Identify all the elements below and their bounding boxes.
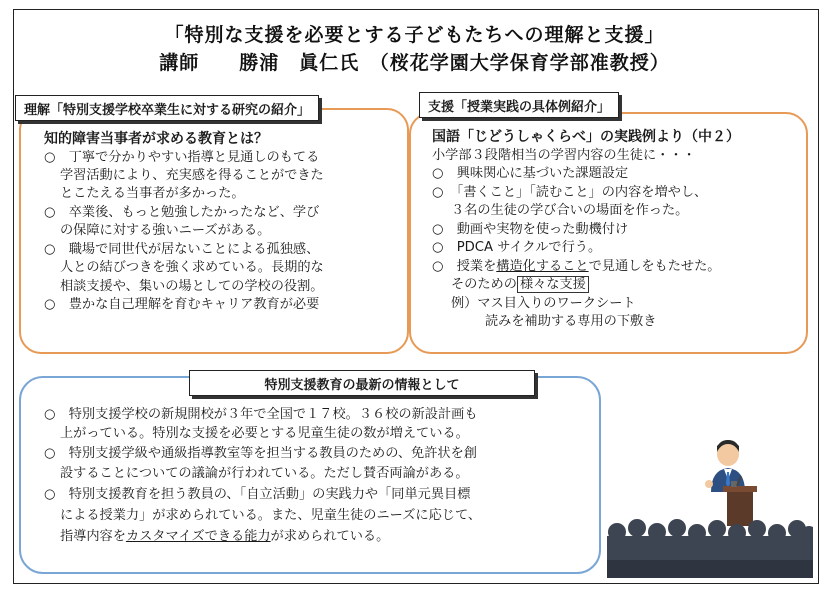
support-line: ○ 興味関心に基づいた課題設定 [432, 166, 629, 181]
structure-underlined: 構造化すること [496, 259, 589, 274]
latest-info-last-line [60, 528, 389, 546]
understanding-line: ○ 豊かな自己理解を育むキャリア教育が必要 [44, 297, 320, 312]
understanding-line: 学習活動により、充実感を得ることができた [60, 168, 324, 183]
latest-info-line: ○ 特別支援学級や通級指導教室等を担当する教員のための、免許状を創 [44, 446, 477, 461]
last-post: が求められている。 [270, 529, 390, 544]
support-example: 読みを補助する専用の下敷き [485, 314, 657, 329]
structure-pre: ○ 授業を [432, 259, 497, 274]
latest-info-line: 設することについての議論が行われている。ただし賛否両論がある。 [60, 466, 469, 481]
support-example: 例）マス目入りのワークシート [451, 296, 636, 311]
lecture-audience-illustration [607, 432, 813, 578]
latest-info-line: による授業力」が求められている。また、児童生徒のニーズに応じて、 [60, 508, 482, 523]
structure-post: で見通しをもたせた。 [588, 259, 721, 274]
understanding-line: ○ 卒業後、もっと勉強したかったなど、学び [44, 205, 320, 220]
support-line: ○ 動画や実物を使った動機付け [432, 222, 629, 237]
support-line: ○ PDCA サイクルで行う。 [432, 240, 602, 255]
support-intro: 小学部３段階相当の学習内容の生徒に・・・ [432, 148, 696, 163]
speaker-figure [705, 440, 745, 492]
latest-info-line: ○ 特別支援学校の新規開校が３年で全国で１７校。３６校の新設計画も [44, 407, 478, 422]
understanding-tag: 理解「特別支援学校卒業生に対する研究の紹介」 [15, 95, 319, 121]
support-heading: 国語「じどうしゃくらべ」の実践例より（中２） [432, 129, 740, 145]
understanding-heading: 知的障害当事者が求める教育とは？ [44, 131, 268, 147]
latest-info-line: 上がっている。特別な支援を必要とする児童生徒の数が増えている。 [60, 426, 469, 441]
understanding-line: 相談支援や、集いの場としての学校の役割。 [60, 279, 324, 294]
support-line: ３名の生徒の学び合いの場面を作った。 [451, 203, 689, 218]
understanding-line: の保障に対する強いニーズがある。 [60, 223, 271, 238]
understanding-line: とこたえる当事者が多かった。 [60, 186, 245, 201]
support-tag: 支援「授業実践の具体例紹介」 [419, 92, 619, 118]
support-various-line [451, 276, 589, 294]
last-underlined: カスタマイズできる能力 [125, 529, 271, 544]
speaker-line: 講師 勝浦 眞仁氏 （桜花学園大学保育学部准教授） [159, 52, 670, 74]
support-line: ○ 「書くこと」「読むこと」の内容を増やし、 [432, 185, 708, 200]
page-title: 「特別な支援を必要とする子どもたちへの理解と支援」 [164, 24, 665, 46]
support-pre: そのための [451, 277, 517, 292]
latest-info-tag: 特別支援教育の最新の情報として [189, 370, 535, 396]
last-pre: 指導内容を [60, 529, 126, 544]
understanding-line: ○ 職場で同世代が居ないことによる孤独感、 [44, 242, 320, 257]
understanding-line: 人との結びつきを強く求めている。長期的な [60, 260, 324, 275]
understanding-line: ○ 丁寧で分かりやすい指導と見通しのもてる [44, 150, 320, 165]
latest-info-line: ○ 特別支援教育を担う教員の、「自立活動」の実践力や「同単元異目標 [44, 487, 471, 502]
support-boxed: 様々な支援 [517, 276, 589, 293]
support-structure-line [432, 258, 720, 276]
